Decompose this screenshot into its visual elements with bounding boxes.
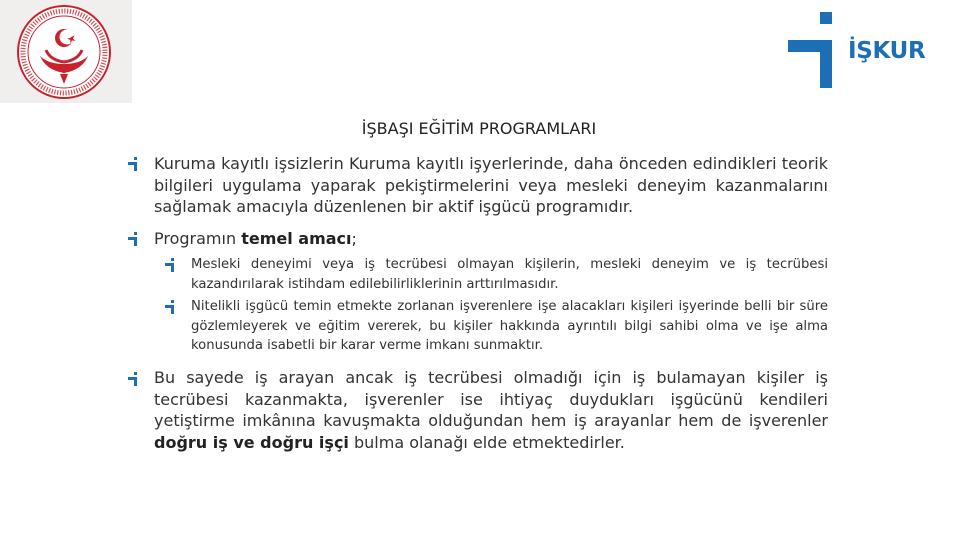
iskur-mark-icon [788, 12, 840, 90]
iskur-logo [788, 12, 948, 92]
sub-bullet-icon [165, 258, 175, 272]
sub-bullet-text-2: Nitelikli işgücü temin etmekte zorlanan işverenlere işe alacakları kişileri işyerinde belli bir süre gözlemleyerek ve eğitim vererek, bu kişiler hakkında ayrıntılı bilgi sahibi olma ve işe alma konusunda isabetli bir karar verme imkanı sunmaktır. [191, 299, 828, 353]
bullet-text-2: Programın temel amacı; [154, 229, 357, 248]
bullet-icon [128, 157, 138, 171]
bullet-icon [128, 372, 138, 386]
page-title: İŞBAŞI EĞİTİM PROGRAMLARI [361, 119, 597, 138]
bullet-text-3: Bu sayede iş arayan ancak iş tecrübesi olmadığı için iş bulamayan kişiler iş tecrübesi kazanmakta, işverenler ise ihtiyaç duydukları işgücünü kendileri yetiştirme imkânına kavuşmakta olduğundan hem iş arayanlar hem de işverenler doğru iş ve doğru işçi bulma olanağı elde etmektedirler. [154, 368, 828, 452]
bullet-text-1: Kuruma kayıtlı işsizlerin Kuruma kayıtlı işyerlerinde, daha önceden edindikleri teorik bilgileri uygulama yaparak pekiştirmelerini veya mesleki deneyim kazanmalarını sağlamak amacıyla düzenlenen bir aktif işgücü programıdır. [154, 154, 828, 216]
sub-bullet-text-1: Mesleki deneyimi veya iş tecrübesi olmayan kişilerin, mesleki deneyim ve iş tecrübesi kazandırılarak istihdam edilebilirliklerinin arttırılmasıdır. [191, 257, 828, 292]
iskur-logo-text: İŞKUR [848, 38, 926, 64]
ministry-seal-logo [0, 0, 132, 103]
bullet-icon [128, 232, 138, 246]
sub-bullet-icon [165, 300, 175, 314]
